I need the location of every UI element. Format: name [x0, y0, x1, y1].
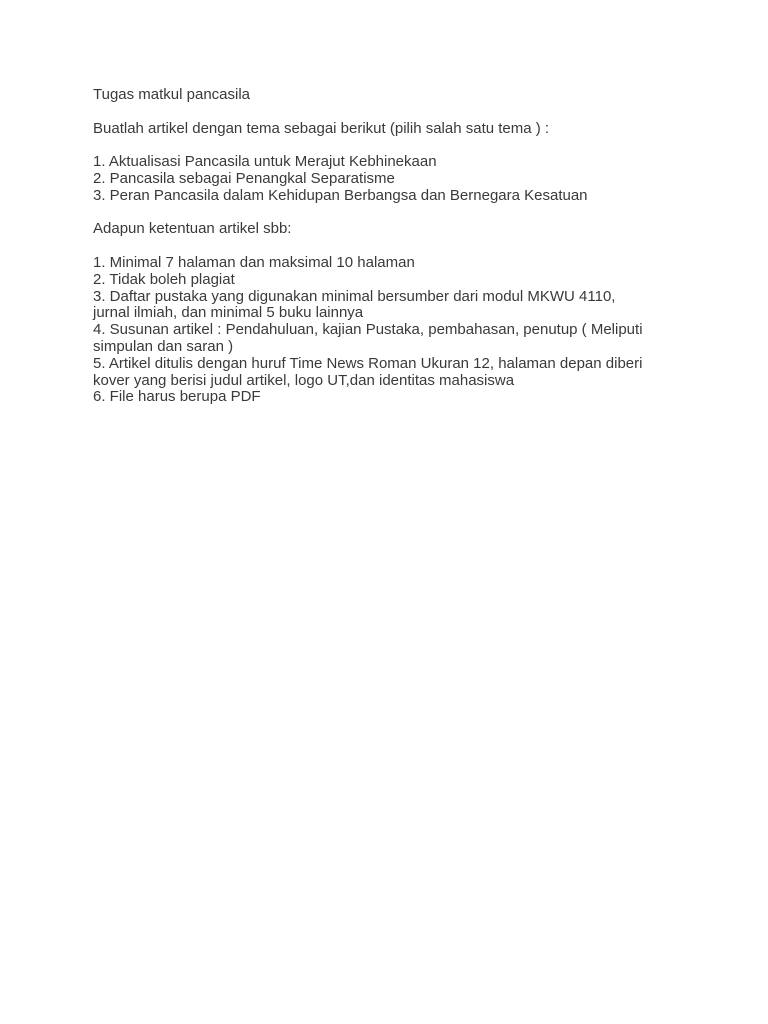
- rule-item-continuation: kover yang berisi judul artikel, logo UT,dan identitas mahasiswa: [93, 371, 515, 389]
- spacer: [93, 238, 683, 255]
- theme-item: 3. Peran Pancasila dalam Kehidupan Berbangsa dan Bernegara Kesatuan: [93, 186, 588, 204]
- rule-item: 4. Susunan artikel : Pendahuluan, kajian Pustaka, pembahasan, penutup ( Meliputi: [93, 321, 643, 339]
- document-page: [93, 87, 683, 406]
- spacer: [93, 137, 683, 154]
- rule-item-continuation: simpulan dan saran ): [93, 337, 234, 355]
- theme-list: [93, 154, 683, 204]
- rule-item: 3. Daftar pustaka yang digunakan minimal bersumber dari modul MKWU 4110,: [93, 287, 616, 305]
- theme-item: 1. Aktualisasi Pancasila untuk Merajut Kebhinekaan: [93, 153, 437, 171]
- rule-item: 5. Artikel ditulis dengan huruf Time News Roman Ukuran 12, halaman depan diberi: [93, 354, 643, 372]
- theme-item: 2. Pancasila sebagai Penangkal Separatisme: [93, 169, 395, 187]
- rule-item: 6. File harus berupa PDF: [93, 388, 261, 406]
- rule-item-continuation: jurnal ilmiah, dan minimal 5 buku lainnya: [93, 304, 364, 322]
- spacer: [93, 205, 683, 222]
- rules-list: [93, 255, 683, 406]
- spacer: [93, 104, 683, 121]
- rule-item: 1. Minimal 7 halaman dan maksimal 10 halaman: [93, 253, 415, 271]
- document-title: Tugas matkul pancasila: [93, 86, 251, 103]
- instruction-text: Buatlah artikel dengan tema sebagai berikut (pilih salah satu tema ) :: [93, 119, 550, 137]
- rule-item: 2. Tidak boleh plagiat: [93, 270, 235, 288]
- rules-heading: Adapun ketentuan artikel sbb:: [93, 220, 292, 238]
